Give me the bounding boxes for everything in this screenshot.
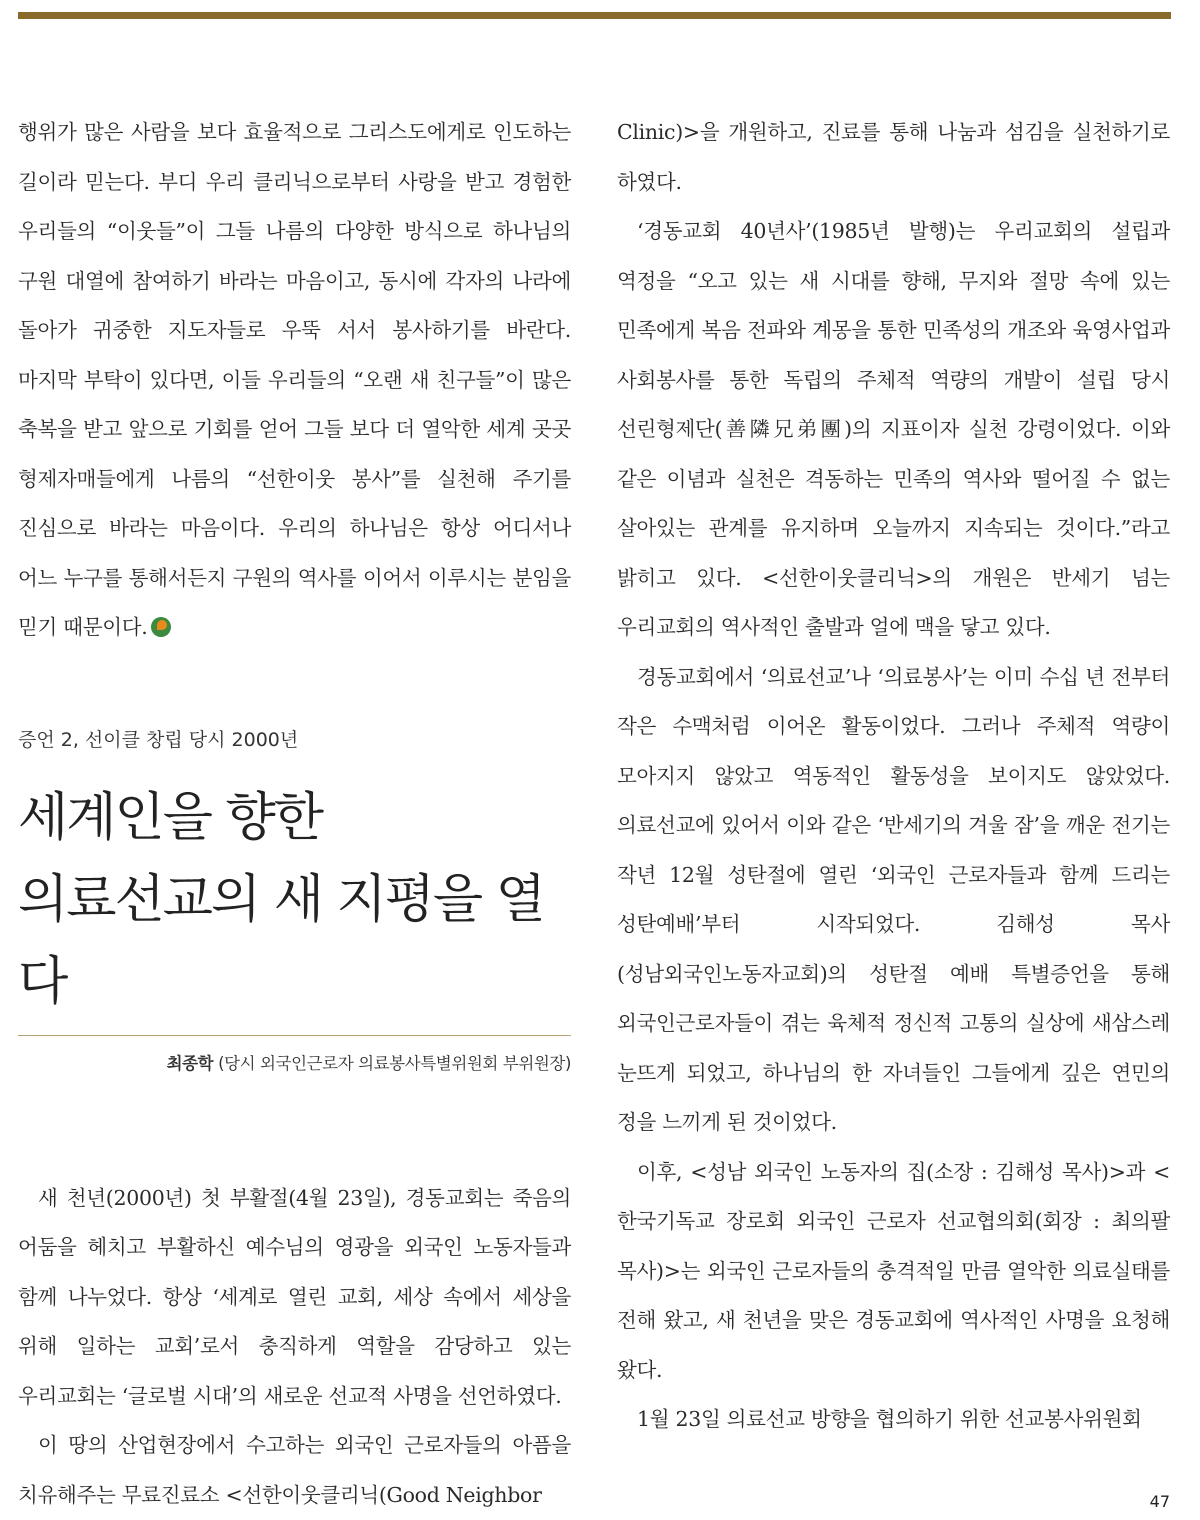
end-mark-icon <box>151 617 171 637</box>
page-number: 47 <box>1150 1492 1170 1511</box>
article-headline <box>18 777 571 1023</box>
body-paragraph: 이후, <성남 외국인 노동자의 집(소장 : 김해성 목사)>과 <한국기독교 장로회 외국인 근로자 선교협의회(회장 : 최의팔 목사)>는 외국인 근로자들의 충격적일 만큼 열악한 의료실태를 전해 왔고, 새 천년을 맞은 경동교회에 역사적인 사명을 요청해 왔다. <box>617 1148 1170 1396</box>
body-paragraph: ‘경동교회 40년사’(1985년 발행)는 우리교회의 설립과 역정을 “오고 있는 새 시대를 향해, 무지와 절망 속에 있는 민족에게 복음 전파와 계몽을 통한 민족성의 개조와 육영사업과 사회봉사를 통한 독립의 주체적 역량의 개발이 설립 당시 선린형제단(善隣兄弟團)의 지표이자 실천 강령이었다. 이와 같은 이념과 실천은 격동하는 민족의 역사와 떨어질 수 없는 살아있는 관계를 유지하며 오늘까지 지속되는 것이다.”라고 밝히고 있다. <선한이웃클리닉>의 개원은 반세기 넘는 우리교회의 역사적인 출발과 얼에 맥을 닿고 있다. <box>617 207 1170 653</box>
continued-paragraph-text: 행위가 많은 사람을 보다 효율적으로 그리스도에게로 인도하는 길이라 믿는다. 부디 우리 클리닉으로부터 사랑을 받고 경험한 우리들의 “이웃들”이 그들 나름의 다양한 방식으로 하나님의 구원 대열에 참여하기 바라는 마음이고, 동시에 각자의 나라에 돌아가 귀중한 지도자들로 우뚝 서서 봉사하기를 바란다. 마지막 부탁이 있다면, 이들 우리들의 “오랜 새 친구들”이 많은 축복을 받고 앞으로 기회를 얻어 그들 보다 더 열악한 세계 곳곳 형제자매들에게 나름의 “선한이웃 봉사”를 실천해 주기를 진심으로 바라는 마음이다. 우리의 하나님은 항상 어디서나 어느 누구를 통해서든지 구원의 역사를 이어서 이루시는 분임을 믿기 때문이다. <box>18 120 571 639</box>
byline-role: (당시 외국인근로자 의료봉사특별위원회 부위원장) <box>213 1054 571 1073</box>
byline-name: 최종학 <box>167 1054 214 1073</box>
section-tag: 증언 2, 선이클 창립 당시 2000년 <box>18 725 571 755</box>
article-body-left <box>18 1174 571 1520</box>
left-column <box>18 108 571 1520</box>
right-column <box>617 108 1170 1445</box>
continued-paragraph <box>18 108 571 653</box>
top-rule <box>18 12 1171 19</box>
body-paragraph: 새 천년(2000년) 첫 부활절(4월 23일), 경동교회는 죽음의 어둠을 헤치고 부활하신 예수님의 영광을 외국인 노동자들과 함께 나누었다. 항상 ‘세계로 열린 교회, 세상 속에서 세상을 위해 일하는 교회’로서 충직하게 역할을 감당하고 있는 우리교회는 ‘글로벌 시대’의 새로운 선교적 사명을 선언하였다. <box>18 1174 571 1422</box>
body-paragraph: Clinic)>을 개원하고, 진료를 통해 나눔과 섬김을 실천하기로 하였다. <box>617 108 1170 207</box>
headline-line-2: 의료선교의 새 지평을 열다 <box>18 859 571 1023</box>
body-paragraph: 경동교회에서 ‘의료선교’나 ‘의료봉사’는 이미 수십 년 전부터 작은 수맥처럼 이어온 활동이었다. 그러나 주체적 역량이 모아지지 않았고 역동적인 활동성을 보이지도 않았었다. 의료선교에 있어서 이와 같은 ‘반세기의 겨울 잠’을 깨운 전기는 작년 12월 성탄절에 열린 ‘외국인 근로자들과 함께 드리는 성탄예배’부터 시작되었다. 김해성 목사(성남외국인노동자교회)의 성탄절 예배 특별증언을 통해 외국인근로자들이 겪는 육체적 정신적 고통의 실상에 새삼스레 눈뜨게 되었고, 하나님의 한 자녀들인 그들에게 깊은 연민의 정을 느끼게 된 것이었다. <box>617 653 1170 1148</box>
byline <box>18 1050 571 1074</box>
body-paragraph: 이 땅의 산업현장에서 수고하는 외국인 근로자들의 아픔을 치유해주는 무료진료소 <선한이웃클리닉(Good Neighbor <box>18 1421 571 1520</box>
body-paragraph: 1월 23일 의료선교 방향을 협의하기 위한 선교봉사위원회 <box>617 1395 1170 1445</box>
headline-rule <box>18 1035 571 1036</box>
headline-line-1: 세계인을 향한 <box>18 777 571 859</box>
